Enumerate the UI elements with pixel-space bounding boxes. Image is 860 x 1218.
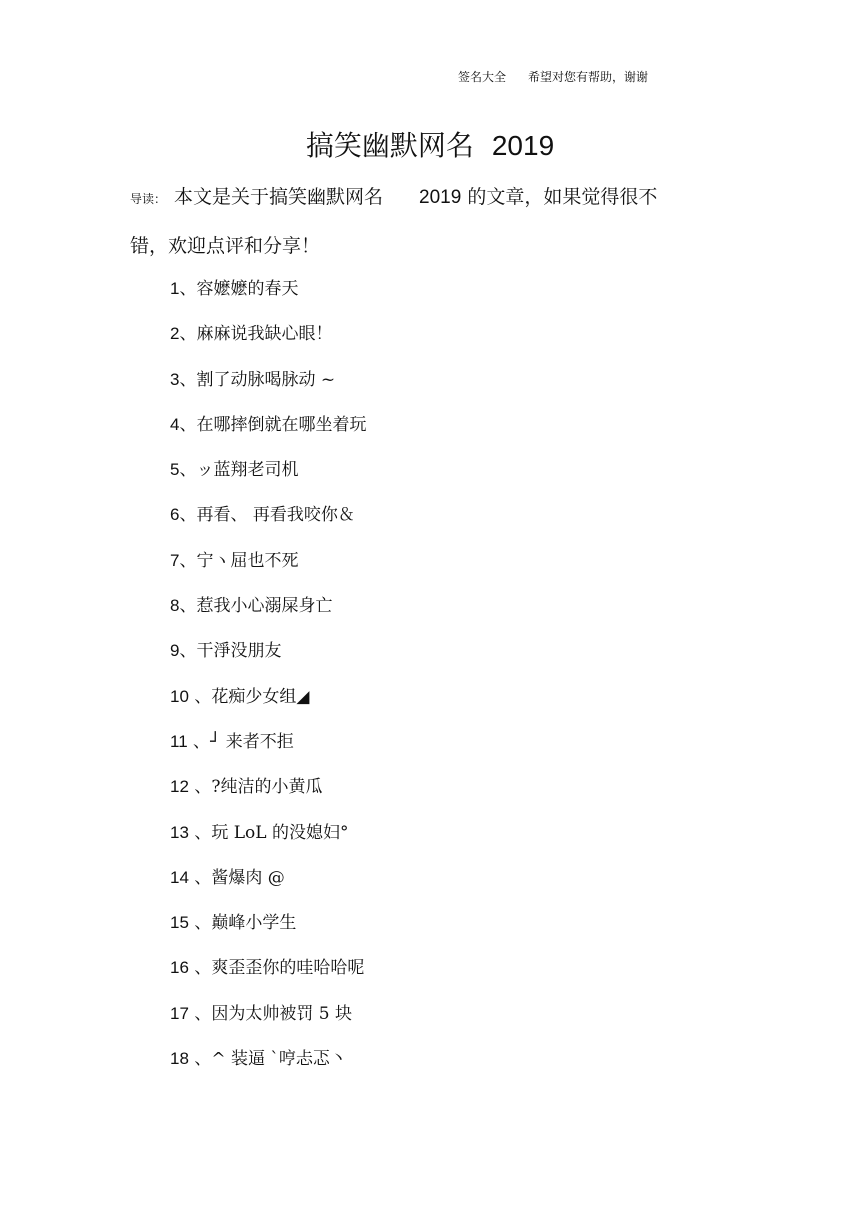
list-item: [170, 593, 366, 638]
item-text: 花痴少女组◢: [211, 686, 310, 707]
item-number: 16: [170, 958, 189, 978]
item-number: 8: [170, 596, 180, 616]
item-text: 容嬷嬷的春天: [196, 279, 299, 299]
item-text: 巅峰小学生: [211, 913, 297, 934]
item-separator: 、: [188, 1049, 212, 1070]
item-separator: 、: [179, 641, 197, 662]
item-text: 在哪摔倒就在哪坐着玩: [196, 414, 367, 435]
list-item: [170, 1001, 366, 1046]
item-number: 10: [170, 686, 189, 706]
item-text: 宁ヽ屈也不死: [196, 550, 299, 571]
item-separator: 、: [179, 414, 197, 435]
item-text: 再看、 再看我咬你＆: [196, 505, 355, 526]
item-separator: 、: [179, 460, 197, 481]
item-number: 13: [170, 822, 189, 842]
intro-line-2: 错，欢迎点评和分享！: [130, 235, 321, 257]
item-number: 5: [170, 460, 180, 480]
intro-text-a: 本文是关于搞笑幽默网名: [174, 186, 384, 208]
item-number: 18: [170, 1049, 189, 1069]
item-number: 1: [170, 279, 180, 298]
list-item: [170, 412, 366, 457]
list-item: [170, 910, 366, 955]
document-title: [0, 124, 860, 164]
header-left-text: 签名大全: [458, 70, 507, 84]
item-number: 3: [170, 369, 180, 389]
item-number: 2: [170, 324, 180, 344]
intro-text-b: 的文章，如果觉得很不: [467, 186, 658, 208]
item-text: ?纯洁的小黄瓜: [211, 777, 323, 798]
item-text: ^ 装逼 `哼忐忑丶: [211, 1049, 347, 1070]
item-separator: 、: [179, 324, 197, 345]
item-separator: 、: [187, 731, 211, 752]
item-separator: 、: [188, 867, 212, 888]
list-item: [170, 865, 366, 910]
item-separator: 、: [188, 913, 212, 934]
item-separator: 、: [188, 1003, 212, 1024]
item-number: 17: [170, 1003, 189, 1023]
list-item: [170, 1046, 366, 1091]
item-separator: 、: [179, 279, 197, 299]
item-separator: 、: [188, 686, 212, 707]
list-item: [170, 321, 366, 366]
item-text: ┘ 来者不拒: [210, 731, 294, 752]
intro-line-1: [130, 182, 657, 209]
item-separator: 、: [179, 505, 197, 526]
item-number: 15: [170, 913, 189, 933]
item-text: 惹我小心溺屎身亡: [196, 596, 333, 617]
item-text: ッ蓝翔老司机: [196, 460, 299, 481]
list-item: [170, 276, 366, 321]
item-number: 9: [170, 641, 180, 661]
item-separator: 、: [188, 777, 212, 798]
item-text: 因为太帅被罚 5 块: [211, 1003, 352, 1024]
list-item: [170, 502, 366, 547]
list-item: [170, 367, 366, 412]
item-number: 7: [170, 550, 180, 570]
item-number: 11: [170, 731, 188, 751]
item-separator: 、: [188, 958, 212, 979]
item-separator: 、: [179, 369, 197, 390]
title-year: 2019: [491, 130, 555, 161]
title-text: 搞笑幽默网名: [305, 129, 474, 162]
list-item: [170, 955, 366, 1000]
item-separator: 、: [179, 550, 197, 571]
list-item: [170, 774, 366, 819]
item-number: 12: [170, 777, 189, 797]
item-text: 玩 LoL 的没媳妇°: [211, 822, 349, 843]
intro-year: 2019: [419, 187, 462, 208]
intro-label: 导读：: [130, 192, 167, 206]
list-item: [170, 820, 366, 865]
item-text: 爽歪歪你的哇哈哈呢: [211, 958, 365, 979]
list-item: [170, 729, 366, 774]
item-number: 4: [170, 414, 180, 434]
list-item: [170, 684, 366, 729]
item-separator: 、: [179, 596, 197, 617]
page-header: [458, 68, 648, 85]
item-text: 割了动脉喝脉动 ~: [196, 369, 336, 390]
header-right-text: 希望对您有帮助，谢谢: [528, 70, 649, 84]
item-text: 酱爆肉 @: [211, 867, 285, 888]
item-text: 干淨没朋友: [196, 641, 282, 662]
list-item: [170, 457, 366, 502]
nickname-list: [170, 276, 366, 1091]
list-item: [170, 638, 366, 683]
item-number: 14: [170, 867, 189, 887]
item-number: 6: [170, 505, 180, 525]
item-text: 麻麻说我缺心眼！: [196, 324, 333, 345]
item-separator: 、: [188, 822, 212, 843]
list-item: [170, 548, 366, 593]
